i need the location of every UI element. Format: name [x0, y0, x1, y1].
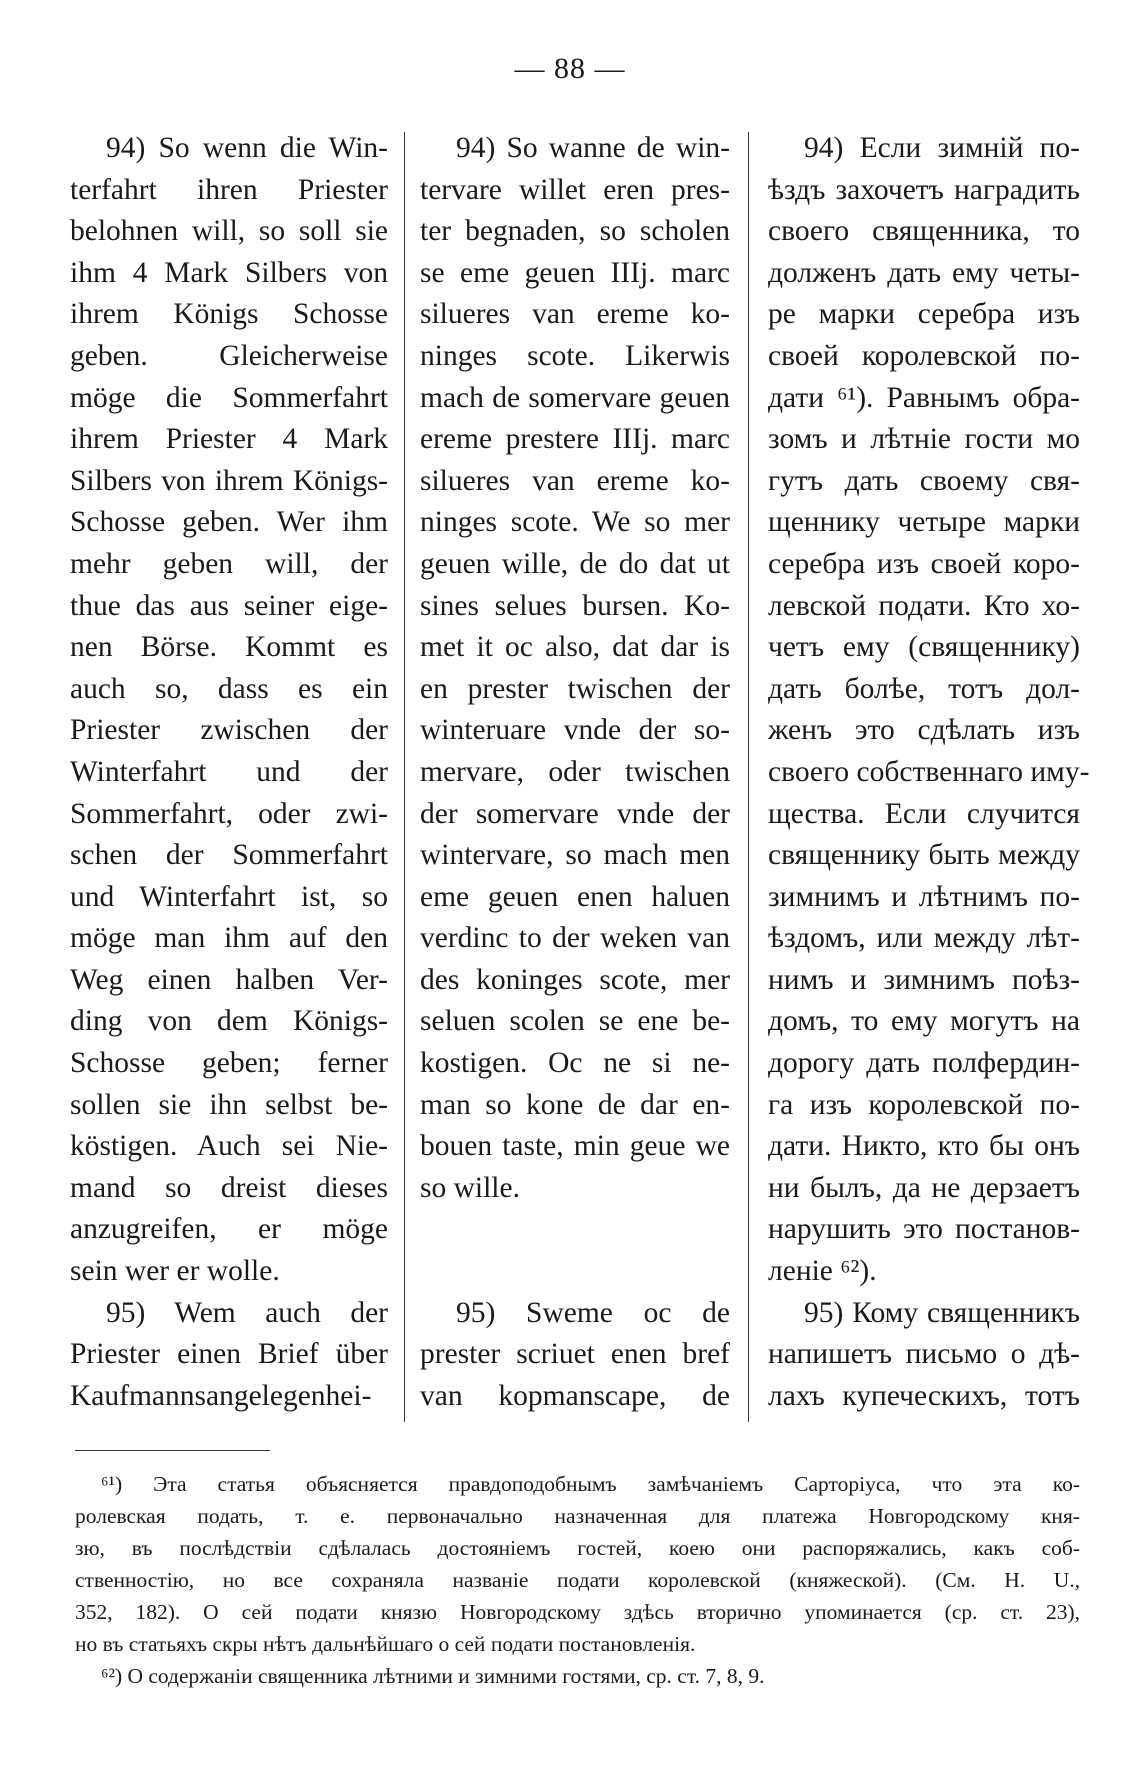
german-column	[70, 128, 388, 1420]
text-line: so wille.	[420, 1171, 520, 1204]
text-line: серебра изъ своей коро-	[768, 547, 1080, 580]
text-line: долженъ дать ему четы-	[768, 256, 1080, 289]
text-line: своего собственнаго иму-	[768, 755, 1090, 788]
text-line: sollen sie ihn selbst be-	[70, 1088, 388, 1121]
text-line: van kopmanscape, de	[420, 1379, 730, 1412]
text-line: sines selues bursen. Ko-	[420, 589, 730, 622]
text-line: Silbers von ihrem Königs-	[70, 464, 388, 497]
text-line: prester scriuet enen bref	[420, 1338, 730, 1371]
text-line: ninges scote. Likerwis	[420, 339, 730, 372]
text-line: wintervare, so mach men	[420, 839, 730, 872]
text-line: 94) So wanne de win-	[456, 132, 730, 164]
text-line: четъ ему (священнику)	[768, 631, 1080, 664]
spacer	[420, 1209, 730, 1251]
page-number: — 88 —	[514, 52, 626, 85]
text-line: своего священника, то	[768, 215, 1080, 248]
low-german-column	[420, 128, 730, 1420]
text-line: нимъ и зимнимъ поѣз-	[768, 963, 1080, 996]
text-line: зимнимъ и лѣтнимъ по-	[768, 880, 1080, 913]
text-line: verdinc to der weken van	[420, 922, 730, 955]
footnote-line: ственностію, но все сохраняла названіе подати королевской (княжеской). (См. Н. U.,	[75, 1568, 1080, 1592]
text-line: möge die Sommerfahrt	[70, 381, 388, 414]
text-line: Winterfahrt und der	[70, 755, 388, 788]
text-line: kostigen. Oc ne si ne-	[420, 1047, 730, 1080]
text-line: belohnen will, so soll sie	[70, 215, 388, 248]
column-divider	[748, 132, 749, 1422]
text-line: nen Börse. Kommt es	[70, 631, 388, 664]
text-line: met it oc also, dat dar is	[420, 631, 730, 664]
text-line: en prester twischen der	[420, 672, 730, 705]
text-line: Priester einen Brief über	[70, 1338, 388, 1371]
text-line: eme geuen enen haluen	[420, 880, 730, 913]
text-line: напишетъ письмо о дѣ-	[768, 1338, 1080, 1371]
text-line: гутъ дать своему свя-	[768, 464, 1080, 497]
text-line: левской подати. Кто хо-	[768, 589, 1080, 622]
text-line: mand so dreist dieses	[70, 1171, 388, 1204]
footnote-line: но въ статьяхъ скры нѣтъ дальнѣйшаго о сей подати постановленія.	[75, 1632, 696, 1656]
text-line: Kaufmannsangelegenhei-	[70, 1379, 372, 1412]
text-line: ни былъ, да не дерзаетъ	[768, 1171, 1080, 1204]
text-line: домъ, то ему могутъ на	[768, 1005, 1080, 1038]
column-divider	[404, 132, 405, 1422]
text-line: зомъ и лѣтніе гости мо	[768, 423, 1080, 456]
footnote-line: ⁶²) О содержаніи священника лѣтними и зимними гостями, ср. ст. 7, 8, 9.	[101, 1664, 765, 1688]
text-line: своей королевской по-	[768, 339, 1080, 372]
text-line: köstigen. Auch sei Nie-	[70, 1130, 388, 1163]
text-line: silueres van ereme ko-	[420, 464, 730, 497]
text-line: щества. Если случится	[768, 797, 1080, 830]
text-line: 95) Sweme oc de	[456, 1296, 730, 1329]
text-line: mervare, oder twischen	[420, 755, 730, 788]
footnote-separator	[75, 1450, 270, 1451]
text-line: лахъ купеческихъ, тотъ	[768, 1379, 1080, 1412]
text-line: ding von dem Königs-	[70, 1005, 388, 1038]
text-line: ihm 4 Mark Silbers von	[70, 256, 388, 289]
text-line: winteruare vnde der so-	[420, 714, 730, 747]
footnotes	[75, 1468, 1080, 1692]
text-line: der somervare vnde der	[420, 797, 730, 830]
text-line: anzugreifen, er möge	[70, 1213, 388, 1246]
text-line: га изъ королевской по-	[768, 1088, 1080, 1121]
text-line: geben. Gleicherweise	[70, 339, 388, 372]
text-line: нарушить это постанов-	[768, 1213, 1080, 1246]
text-line: auch so, dass es ein	[70, 672, 388, 705]
footnote-line: зю, въ послѣдствіи сдѣлалась достояніемъ гостей, коею они распоряжались, какъ соб-	[75, 1536, 1080, 1560]
text-line: ihrem Königs Schosse	[70, 298, 388, 331]
text-line: silueres van ereme ko-	[420, 298, 730, 331]
text-line: щеннику четыре марки	[768, 506, 1080, 539]
text-line: дати ⁶¹). Равнымъ обра-	[768, 381, 1080, 414]
text-line: 95) Wem auch der	[106, 1296, 388, 1329]
text-line: Sommerfahrt, oder zwi-	[70, 797, 388, 830]
text-line: mach de somervare geuen	[420, 381, 730, 414]
text-line: священнику быть между	[768, 839, 1080, 872]
text-line: ѣздомъ, или между лѣт-	[768, 922, 1080, 955]
text-line: thue das aus seiner eige-	[70, 589, 388, 622]
text-line: Schosse geben; ferner	[70, 1047, 388, 1080]
spacer	[420, 1251, 730, 1293]
text-line: se eme geuen IIIj. marc	[420, 256, 730, 289]
footnote-line: 352, 182). О сей подати князю Новгородскому здѣсь вторично упоминается (ср. ст. 23),	[75, 1600, 1080, 1624]
text-line: ѣздъ захочетъ наградить	[768, 173, 1080, 206]
text-line: 94) Если зимній по-	[804, 132, 1080, 164]
text-line: man so kone de dar en-	[420, 1088, 730, 1121]
text-line: 95) Кому священникъ	[804, 1296, 1080, 1329]
text-line: des koninges scote, mer	[420, 963, 730, 996]
text-line: bouen taste, min geue we	[420, 1130, 730, 1163]
text-line: женъ это сдѣлать изъ	[768, 714, 1080, 747]
text-line: дати. Никто, кто бы онъ	[768, 1130, 1080, 1163]
text-line: tervare willet eren pres-	[420, 173, 730, 206]
text-line: Priester zwischen der	[70, 714, 388, 747]
text-line: 94) So wenn die Win-	[106, 132, 388, 164]
text-line: ре марки серебра изъ	[768, 298, 1080, 331]
text-line: möge man ihm auf den	[70, 922, 388, 955]
text-line: Schosse geben. Wer ihm	[70, 506, 388, 539]
text-line: terfahrt ihren Priester	[70, 173, 388, 206]
text-line: mehr geben will, der	[70, 547, 388, 580]
text-line: Weg einen halben Ver-	[70, 963, 388, 996]
text-line: ninges scote. We so mer	[420, 506, 730, 539]
text-line: дать болѣе, тотъ дол-	[768, 672, 1080, 705]
text-line: ereme prestere IIIj. marc	[420, 423, 730, 456]
text-line: sein wer er wolle.	[70, 1255, 280, 1288]
text-line: geuen wille, de do dat ut	[420, 547, 730, 580]
text-line: schen der Sommerfahrt	[70, 839, 388, 872]
footnote-line: ⁶¹) Эта статья объясняется правдоподобнымъ замѣчаніемъ Сарторіуса, что эта ко-	[101, 1472, 1080, 1496]
text-line: ihrem Priester 4 Mark	[70, 423, 388, 456]
text-line: ter begnaden, so scholen	[420, 215, 730, 248]
text-line: seluen scolen se ene be-	[420, 1005, 730, 1038]
text-line: леніе ⁶²).	[768, 1255, 877, 1288]
footnote-line: ролевская подать, т. е. первоначально назначенная для платежа Новгородскому кня-	[75, 1504, 1080, 1528]
russian-column	[768, 128, 1090, 1420]
text-line: und Winterfahrt ist, so	[70, 880, 388, 913]
text-line: дорогу дать полфердин-	[768, 1047, 1080, 1080]
